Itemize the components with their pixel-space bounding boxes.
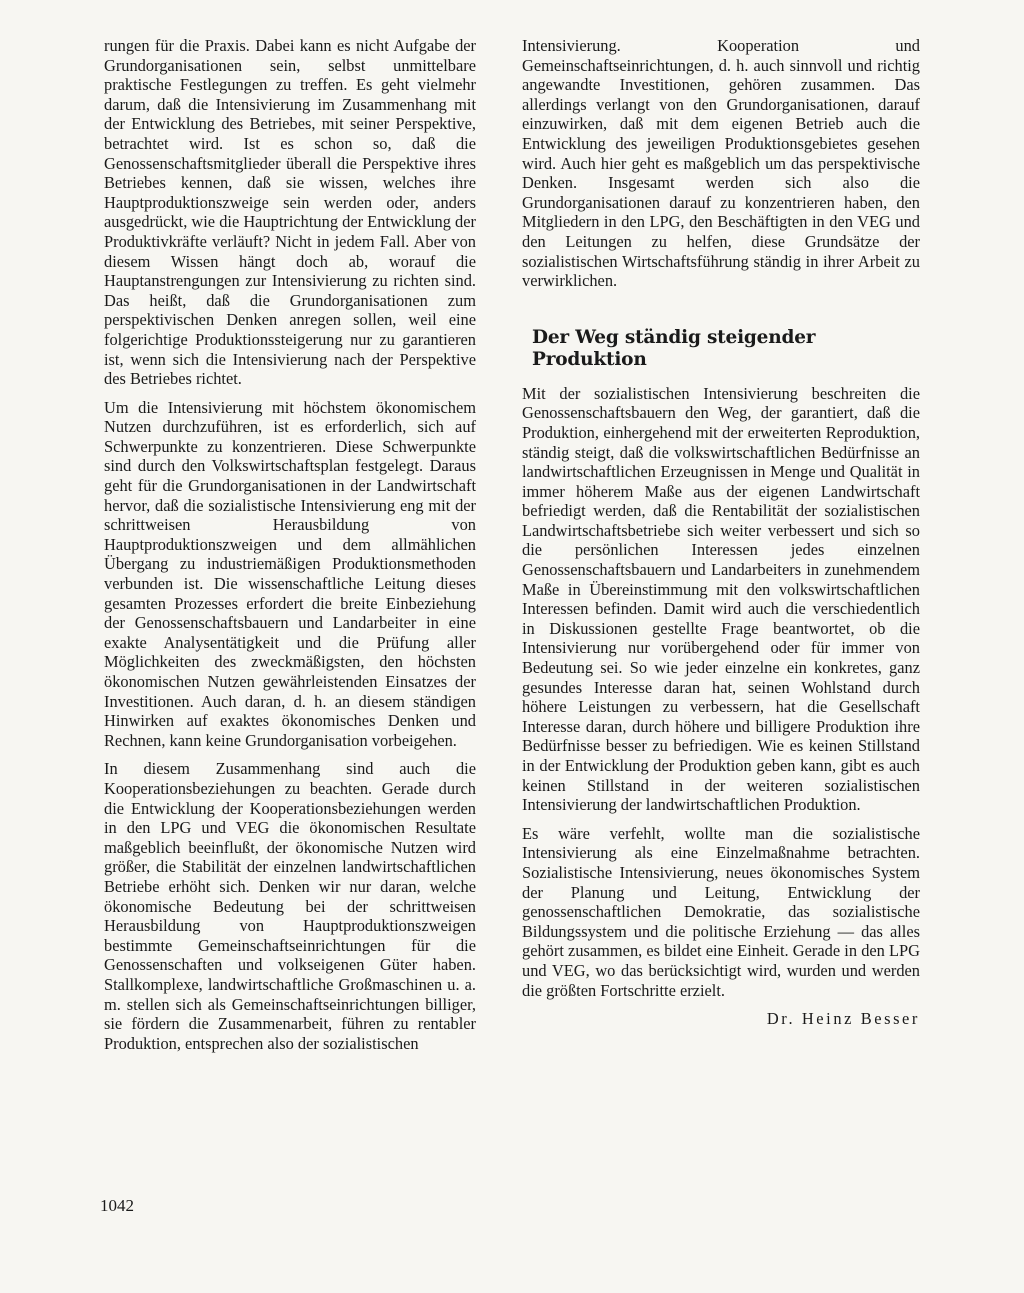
- paragraph: Um die Intensivierung mit höchstem ökonomischem Nutzen durchzuführen, ist es erforderlich, sich auf Schwerpunkte zu konzentrieren. Diese Schwerpunkte sind durch den Volkswirtschaftsplan festgelegt. Daraus geht für die Grundorganisationen in der Landwirtschaft hervor, daß die sozialistische Intensivierung eng mit der schrittweisen Herausbildung von Hauptproduktionszweigen und dem allmählichen Übergang zu industriemäßigen Produktionsmethoden verbunden ist. Die wissenschaftliche Leitung dieses gesamten Prozesses erfordert die breite Einbeziehung der Genossenschaftsbauern und Landarbeiter in eine exakte Analysentätigkeit und die Prüfung aller Möglichkeiten des zweckmäßigsten, den höchsten ökonomischen Nutzen gewährleistenden Einsatzes der Investitionen. Auch daran, d. h. an diesem ständigen Hinwirken auf exaktes ökonomisches Denken und Rechnen, kann keine Grundorganisation vorbeigehen.: [104, 397, 476, 750]
- paragraph: rungen für die Praxis. Dabei kann es nicht Aufgabe der Grundorganisationen sein, selbst unmittelbare praktische Festlegungen zu treffen. Es geht vielmehr darum, daß die Intensivierung im Zusammenhang mit der Entwicklung des Betriebes, mit seiner Perspektive, betrachtet wird. Ist es schon so, daß die Genossenschaftsmitglieder überall die Perspektive ihres Betriebes kennen, daß sie wissen, welches ihre Hauptproduktionszweige sein werden oder, anders ausgedrückt, wie die Hauptrichtung der Entwicklung der Produktivkräfte verläuft? Nicht in jedem Fall. Aber von diesem Wissen hängt doch ab, worauf die Hauptanstrengungen zur Intensivierung zu richten sind. Das heißt, daß die Grundorganisationen zum perspektivischen Denken anregen sollen, weil eine folgerichtige Produktionssteigerung nur zu garantieren ist, wenn sich die Intensivierung nach der Perspektive des Betriebes richtet.: [104, 36, 476, 389]
- paragraph: Es wäre verfehlt, wollte man die sozialistische Intensivierung als eine Einzelmaßnahme betrachten. Sozialistische Intensivierung, neues ökonomisches System der Planung und Leitung, Entwicklung der genossenschaftlichen Demokratie, das sozialistische Bildungssystem und die politische Erziehung — das alles gehört zusammen, es bildet eine Einheit. Gerade in den LPG und VEG, wo das berücksichtigt wird, wurden und werden die größten Fortschritte erzielt.: [522, 823, 920, 1000]
- author-signature: Dr. Heinz Besser: [766, 1009, 920, 1029]
- paragraph: Mit der sozialistischen Intensivierung beschreiten die Genossenschaftsbauern den Weg, der garantiert, daß die Produktion, einhergehend mit der erweiterten Reproduktion, ständig steigt, daß die volkswirtschaftlichen Bedürfnisse an landwirtschaftlichen Erzeugnissen in Menge und Qualität in immer höherem Maße aus der eigenen Landwirtschaft befriedigt werden, daß die Rentabilität der sozialistischen Landwirtschaftsbetriebe sich weiter verbessert und sich so die persönlichen Interessen jedes einzelnen Genossenschaftsbauern und Landarbeiters in zunehmendem Maße in Übereinstimmung mit den volkswirtschaftlichen Interessen befinden. Damit wird auch die verschiedentlich in Diskussionen gestellte Frage beantwortet, ob die Intensivierung nur vorübergehend oder für immer von Bedeutung sei. So wie jeder einzelne ein konkretes, ganz gesundes Interesse daran hat, seinen Wohlstand durch höhere Leistungen zu verbessern, hat die Gesellschaft Interesse daran, durch höhere und billigere Produktion ihre Bedürfnisse besser zu befriedigen. Wie es keinen Stillstand in der Entwicklung der Produktion geben kann, gibt es auch keinen Stillstand in der weiteren sozialistischen Intensivierung der landwirtschaftlichen Produktion.: [522, 383, 920, 815]
- paragraph: In diesem Zusammenhang sind auch die Kooperationsbeziehungen zu beachten. Gerade durch die Entwicklung der Kooperationsbeziehungen werden in den LPG und VEG die ökonomischen Resultate maßgeblich beeinflußt, der ökonomische Nutzen wird größer, die Stabilität der einzelnen landwirtschaftlichen Betriebe erhöht sich. Denken wir nur daran, welche ökonomische Bedeutung bei der schrittweisen Herausbildung von Hauptproduktionszweigen bestimmte Gemeinschaftseinrichtungen für die Genossenschaften und volkseigenen Güter haben. Stallkomplexe, landwirtschaftliche Großmaschinen u. a. m. stellen sich als Gemeinschaftseinrichtungen billiger, sie fördern die Zusammenarbeit, führen zu rentabler Produktion, entsprechen also der sozialistischen: [104, 759, 476, 1053]
- left-column: [104, 36, 476, 1062]
- paragraph: Intensivierung. Kooperation und Gemeinschaftseinrichtungen, d. h. auch sinnvoll und richtig angewandte Investitionen, gehören zusammen. Das allerdings verlangt von den Grundorganisationen, darauf einzuwirken, daß mit dem eigenen Betrieb auch die Entwicklung des jeweiligen Produktionsgebietes gesehen wird. Auch hier geht es maßgeblich um das perspektivische Denken. Insgesamt werden sich also die Grundorganisationen darauf zu konzentrieren haben, den Mitgliedern in den LPG, den Beschäftigten in den VEG und den Leitungen zu helfen, diese Grundsätze der sozialistischen Wirtschaftsführung ständig in ihrer Arbeit zu verwirklichen.: [522, 36, 920, 291]
- right-column: [522, 36, 920, 1029]
- page-number: 1042: [100, 1196, 134, 1215]
- section-heading: Der Weg ständig steigender Produktion: [532, 326, 816, 370]
